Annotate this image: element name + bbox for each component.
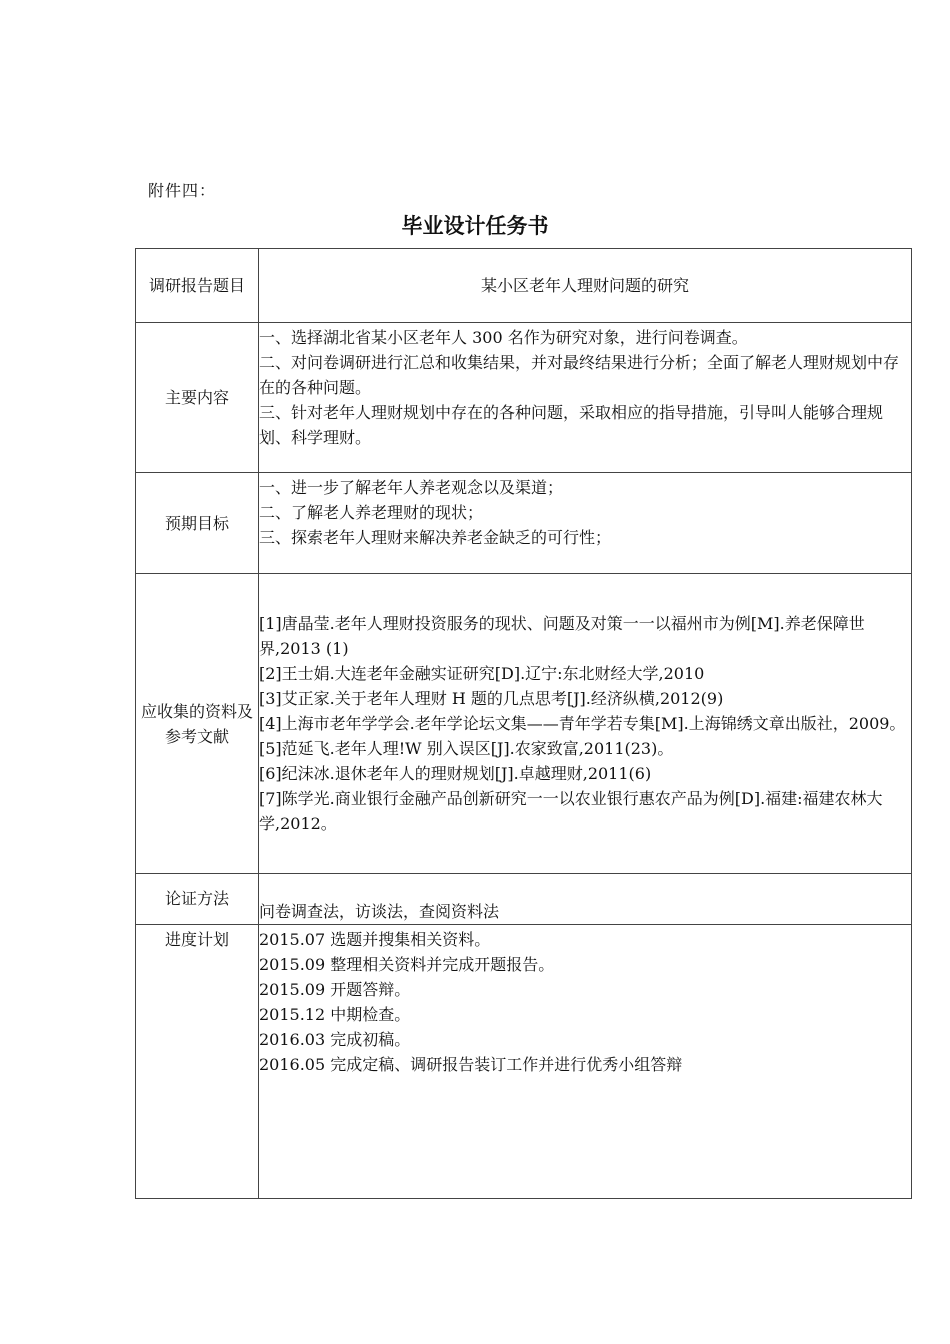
topic-label: 调研报告题目 <box>136 249 259 323</box>
references-row <box>136 574 912 874</box>
goal-line: 二、了解老人养老理财的现状； <box>259 503 484 522</box>
method-label: 论证方法 <box>136 874 259 925</box>
main-content-line: 二、对问卷调研进行汇总和收集结果，并对最终结果进行分析；全面了解老人理财规划中存在的各种问题。 <box>259 353 900 397</box>
reference-item: [4]上海市老年学学会.老年学论坛文集——青年学若专集[M].上海锦绣文章出版社，2009。 <box>259 714 906 733</box>
task-table <box>135 248 912 1199</box>
reference-item: [1]唐晶莹.老年人理财投资服务的现状、问题及对策一一以福州市为例[M].养老保障世界,2013 (1) <box>259 614 865 658</box>
topic-value: 某小区老年人理财问题的研究 <box>259 249 912 323</box>
schedule-item: 2015.09 开题答辩。 <box>259 980 411 999</box>
method-row <box>136 874 912 925</box>
goals-label: 预期目标 <box>136 473 259 574</box>
schedule-item: 2015.09 整理相关资料并完成开题报告。 <box>259 955 555 974</box>
references-label: 应收集的资料及参考文献 <box>136 574 259 874</box>
main-content-line: 三、针对老年人理财规划中存在的各种问题，采取相应的指导措施，引导叫人能够合理规划、科学理财。 <box>259 403 884 447</box>
reference-item: [3]艾正家.关于老年人理财 H 题的几点思考[J].经济纵横,2012(9) <box>259 689 724 708</box>
reference-item: [5]范延飞.老年人理!W 别入误区[J].农家致富,2011(23)。 <box>259 739 674 758</box>
reference-item: [6]纪沫冰.退休老年人的理财规划[J].卓越理财,2011(6) <box>259 764 652 783</box>
main-content-label: 主要内容 <box>136 323 259 473</box>
method-value: 问卷调查法，访谈法，查阅资料法 <box>259 874 912 925</box>
goals-value <box>259 473 912 574</box>
reference-item: [2]王士娟.大连老年金融实证研究[D].辽宁:东北财经大学,2010 <box>259 664 705 683</box>
goal-line: 三、探索老年人理财来解决养老金缺乏的可行性； <box>259 528 612 547</box>
schedule-item: 2016.03 完成初稿。 <box>259 1030 411 1049</box>
schedule-row <box>136 925 912 1199</box>
schedule-label: 进度计划 <box>136 925 259 1199</box>
attachment-label: 附件四： <box>148 181 217 200</box>
main-content-value <box>259 323 912 473</box>
references-value <box>259 574 912 874</box>
schedule-value <box>259 925 912 1199</box>
goals-row <box>136 473 912 574</box>
main-content-row <box>136 323 912 473</box>
schedule-item: 2016.05 完成定稿、调研报告装订工作并进行优秀小组答辩 <box>259 1055 683 1074</box>
document-title: 毕业设计任务书 <box>401 214 549 238</box>
schedule-item: 2015.07 选题并搜集相关资料。 <box>259 930 491 949</box>
goal-line: 一、进一步了解老年人养老观念以及渠道； <box>259 478 564 497</box>
main-content-line: 一、选择湖北省某小区老年人 300 名作为研究对象，进行问卷调查。 <box>259 328 748 347</box>
schedule-item: 2015.12 中期检查。 <box>259 1005 411 1024</box>
reference-item: [7]陈学光.商业银行金融产品创新研究一一以农业银行惠农产品为例[D].福建:福建农林大学,2012。 <box>259 789 883 833</box>
topic-row <box>136 249 912 323</box>
